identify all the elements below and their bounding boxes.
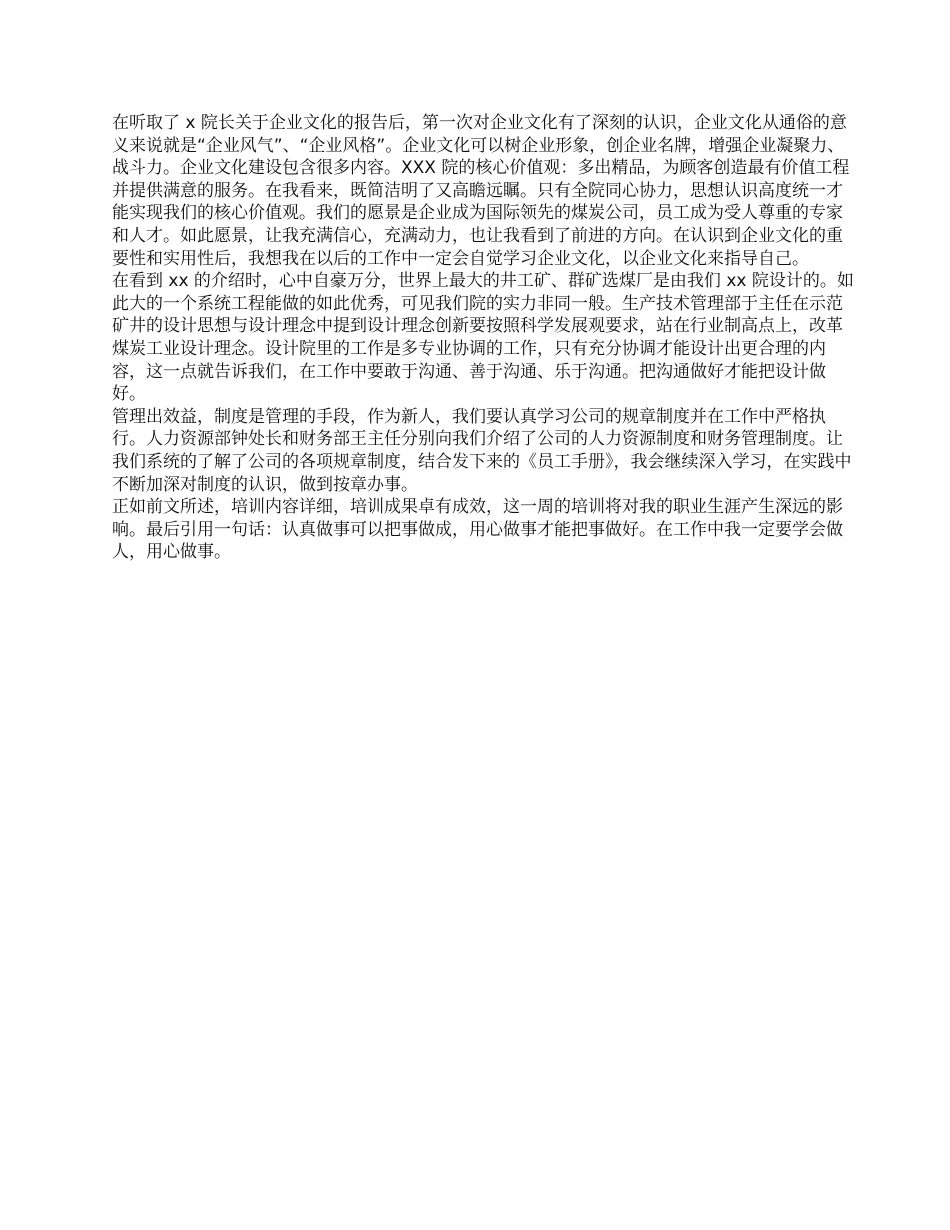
paragraph-corporate-culture: 在听取了 x 院长关于企业文化的报告后，第一次对企业文化有了深刻的认识，企业文化从通俗的意义来说就是“企业风气”、“企业风格”。企业文化可以树企业形象，创企业名牌，增强企业凝聚力、战斗力。企业文化建设包含很多内容。XXX 院的核心价值观：多出精品，为顾客创造最有价值工程并提供满意的服务。在我看来，既简洁明了又高瞻远瞩。只有全院同心协力，思想认识高度统一才能实现我们的核心价值观。我们的愿景是企业成为国际领先的煤炭公司，员工成为受人尊重的专家和人才。如此愿景，让我充满信心，充满动力，也让我看到了前进的方向。在认识到企业文化的重要性和实用性后，我想我在以后的工作中一定会自觉学习企业文化，以企业文化来指导自己。	[112, 113, 850, 269]
paragraph-management-rules: 管理出效益，制度是管理的手段，作为新人，我们要认真学习公司的规章制度并在工作中严格执行。人力资源部钟处长和财务部王主任分别向我们介绍了公司的人力资源制度和财务管理制度。让我们系统的了解了公司的各项规章制度，结合发下来的《员工手册》，我会继续深入学习，在实践中不断加深对制度的认识，做到按章办事。	[112, 406, 852, 495]
document-body	[112, 112, 858, 564]
paragraph-conclusion: 正如前文所述，培训内容详细，培训成果卓有成效，这一周的培训将对我的职业生涯产生深远的影响。最后引用一句话：认真做事可以把事做成，用心做事才能把事做好。在工作中我一定要学会做人，用心做事。	[112, 497, 843, 563]
paragraph-institute-introduction: 在看到 xx 的介绍时，心中自豪万分，世界上最大的井工矿、群矿选煤厂是由我们 xx 院设计的。如此大的一个系统工程能做的如此优秀，可见我们院的实力非同一般。生产技术管理部于主任在示范矿井的设计思想与设计理念中提到设计理念创新要按照科学发展观要求，站在行业制高点上，改革煤炭工业设计理念。设计院里的工作是多专业协调的工作，只有充分协调才能设计出更合理的内容，这一点就告诉我们，在工作中要敢于沟通、善于沟通、乐于沟通。把沟通做好才能把设计做好。	[112, 271, 854, 405]
